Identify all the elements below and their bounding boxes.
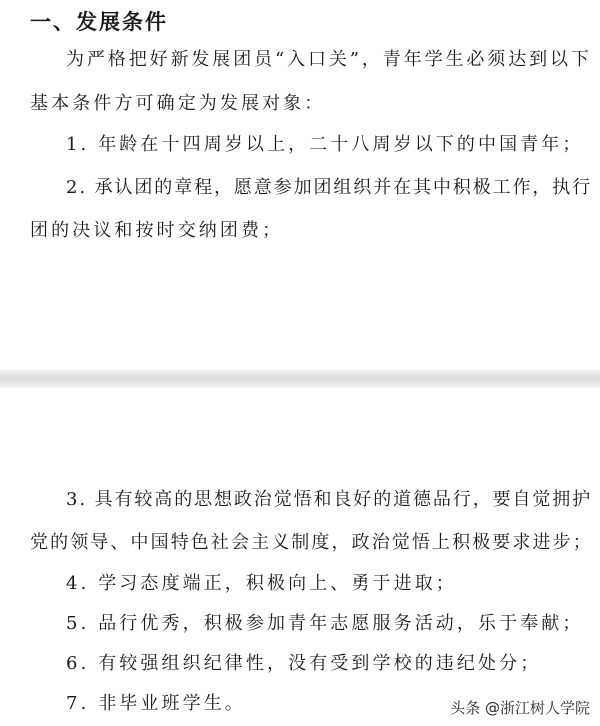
condition-item-7: 7. 非毕业班学生。: [66, 693, 246, 714]
condition-item-5: 5. 品行优秀，积极参加青年志愿服务活动，乐于奉献；: [66, 613, 584, 634]
condition-item-2-line-1: 2. 承认团的章程，愿意参加团组织并在其中积极工作，执行: [66, 177, 593, 198]
document-page-bottom: [0, 388, 600, 726]
condition-item-1: 1. 年龄在十四周岁以上，二十八周岁以下的中国青年；: [66, 134, 584, 155]
condition-item-6: 6. 有较强组织纪律性，没有受到学校的违纪处分；: [66, 653, 542, 674]
page-separator: [0, 370, 600, 388]
condition-item-3-line-2: 党的领导、中国特色社会主义制度，政治觉悟上积极要求进步；: [30, 532, 593, 553]
intro-line-1: 为严格把好新发展团员“入口关”，青年学生必须达到以下: [66, 49, 592, 70]
condition-item-3-line-1: 3. 具有较高的思想政治觉悟和良好的道德品行，要自觉拥护: [66, 489, 593, 510]
condition-item-2-line-2: 团的决议和按时交纳团费；: [30, 220, 284, 241]
section-heading: 一、发展条件: [30, 10, 168, 34]
source-watermark: 头条 @浙江树人学院: [450, 699, 590, 717]
condition-item-4: 4. 学习态度端正，积极向上、勇于进取；: [66, 573, 457, 594]
intro-line-2: 基本条件方可确定为发展对象：: [30, 93, 326, 114]
